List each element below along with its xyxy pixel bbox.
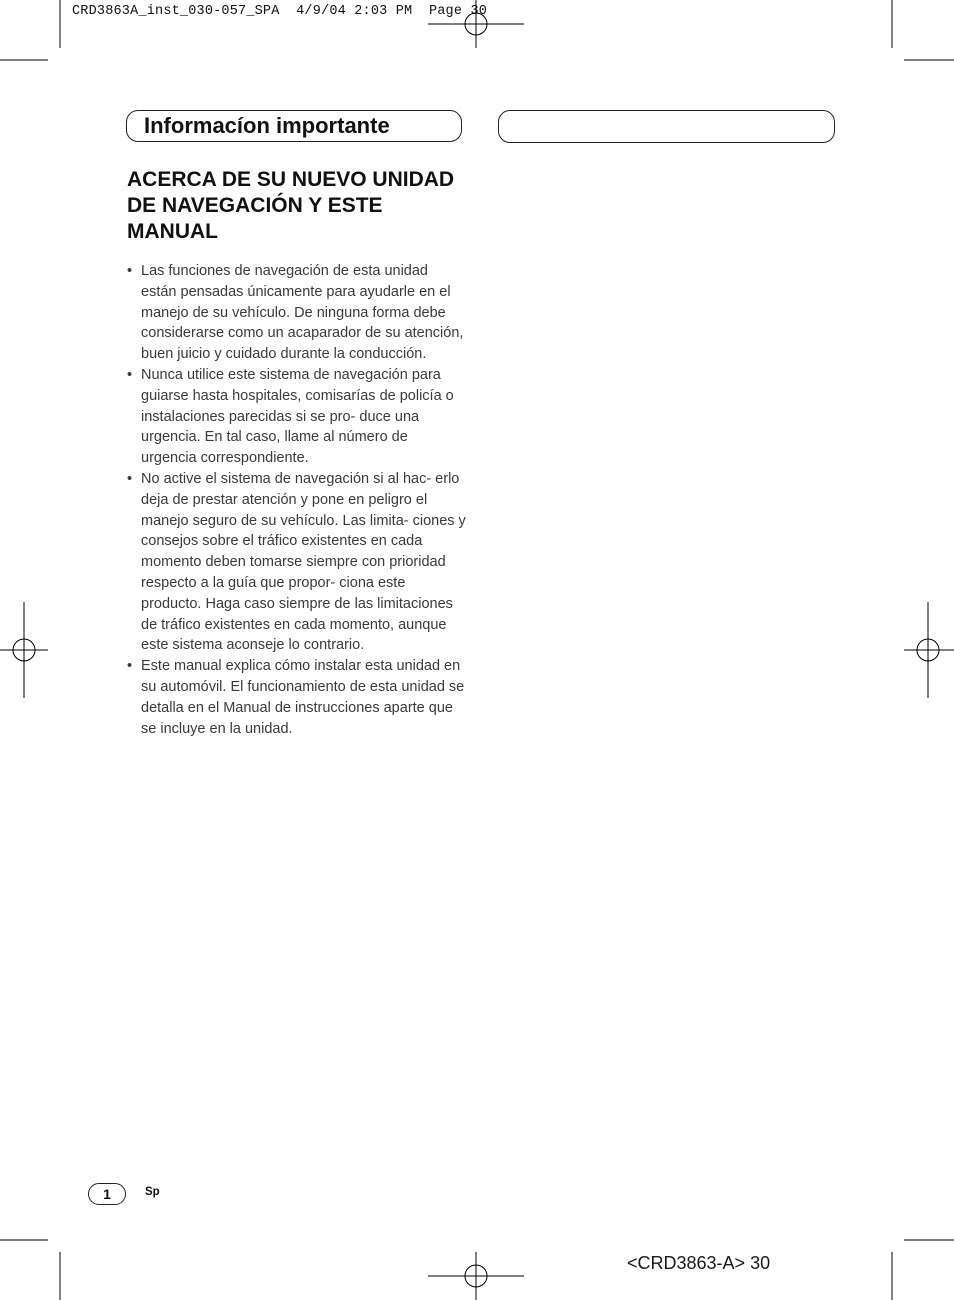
bullet-icon: • — [127, 658, 133, 675]
section-number-badge: 1 — [88, 1183, 126, 1205]
bullet-icon: • — [127, 263, 133, 279]
page-heading: ACERCA DE SU NUEVO UNIDAD DE NAVEGACIÓN Y ESTE MANUAL — [127, 168, 455, 243]
list-item-text: No active el sistema de navegación si al hac- erlo deja de prestar atención y pone en peligro el manejo seguro de su vehículo. Las limita- ciones y consejos sobre el tráfico existentes en cada momento deben tomarse siempre con prioridad respecto a la guía que propor- ciona este producto. Haga caso siempre de las limitaciones de tráfico existentes en cada momento, aunque este sistema aconseje lo contrario. — [141, 470, 466, 654]
list-item — [127, 656, 467, 739]
list-item — [127, 261, 467, 365]
bullet-icon: • — [127, 366, 133, 383]
section-title: Informacíon importante — [144, 113, 390, 138]
document-code: <CRD3863-A> 30 — [627, 1253, 771, 1273]
print-slug: CRD3863A_inst_030-057_SPA 4/9/04 2:03 PM Page 30 — [72, 4, 488, 19]
right-section-tab — [498, 110, 835, 143]
list-item — [127, 365, 467, 469]
list-item-text: Este manual explica cómo instalar esta unidad en su automóvil. El funcionamiento de esta unidad se detalla en el Manual de instrucciones aparte que se incluye en la unidad. — [141, 658, 465, 737]
list-item-text: Las funciones de navegación de esta unidad están pensadas únicamente para ayudarle en el manejo de su vehículo. De ninguna forma debe considerarse como un acaparador de su atención, buen juicio y cuidado durante la conducción. — [141, 263, 464, 363]
list-item — [127, 469, 467, 656]
language-code: Sp — [145, 1186, 160, 1198]
bullet-icon: • — [127, 470, 133, 487]
bullet-list — [127, 261, 467, 739]
list-item-text: Nunca utilice este sistema de navegación para guiarse hasta hospitales, comisarías de policía o instalaciones parecidas si se pro- duce una urgencia. En tal caso, llame al número de urgencia correspondiente. — [141, 366, 454, 467]
